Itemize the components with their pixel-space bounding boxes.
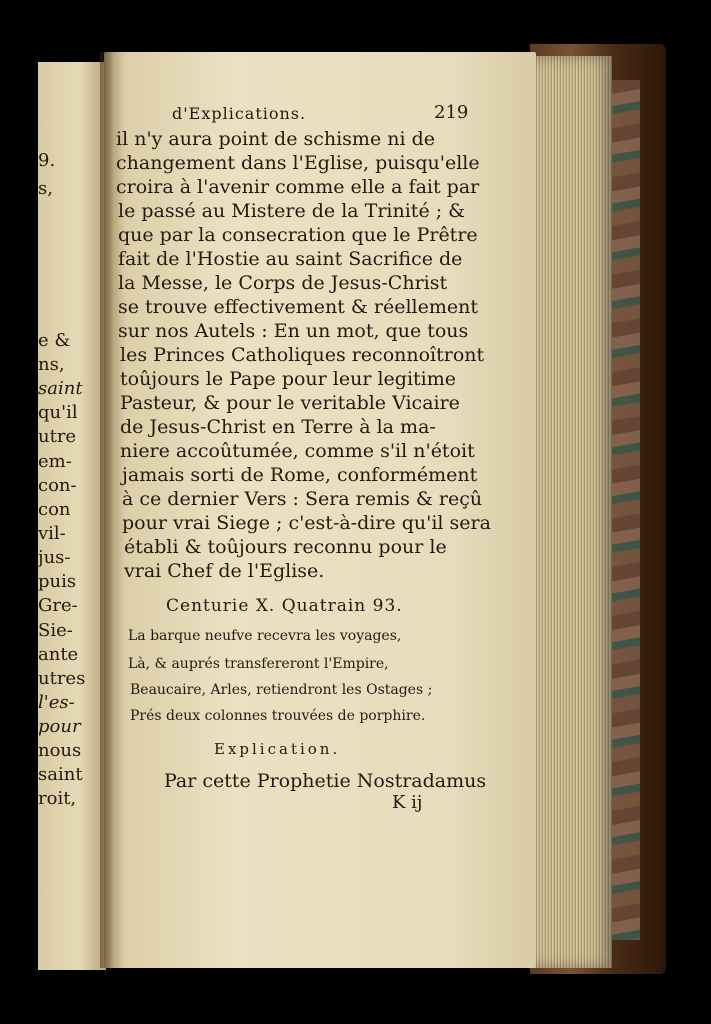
quatrain-line: La barque neufve recevra les voyages, <box>128 628 402 644</box>
left-fragment: e & <box>38 330 71 351</box>
left-fragment: puis <box>38 571 77 592</box>
left-fragment: roit, <box>38 788 77 809</box>
left-fragment: vil- <box>38 523 66 544</box>
body-line: sur nos Autels : En un mot, que tous <box>118 320 469 342</box>
quatrain-line: Prés deux colonnes trouvées de porphire. <box>130 708 426 724</box>
body-line: que par la consecration que le Prêtre <box>118 224 478 246</box>
quatrain-line: Là, & auprés transfereront l'Empire, <box>128 656 389 672</box>
left-fragment: qu'il <box>38 402 78 423</box>
body-line: pour vrai Siege ; c'est-à-dire qu'il sera <box>122 512 491 534</box>
left-fragment: saint <box>38 764 83 785</box>
gutter-shadow <box>100 52 114 968</box>
signature-mark: K ij <box>392 792 423 813</box>
body-line: les Princes Catholiques reconnoîtront <box>120 344 485 366</box>
body-line: croira à l'avenir comme elle a fait par <box>116 176 480 198</box>
left-fragment: utres <box>38 668 86 689</box>
left-fragment: l'es- <box>38 692 75 713</box>
explication-heading: Explication. <box>214 740 341 758</box>
body-line: toûjours le Pape pour leur legitime <box>120 368 456 390</box>
left-fragment: nous <box>38 740 82 761</box>
running-title: d'Explications. <box>172 104 307 123</box>
left-fragment: Sie- <box>38 620 73 641</box>
body-line: jamais sorti de Rome, conformément <box>122 464 478 486</box>
body-line: vrai Chef de l'Eglise. <box>124 560 325 582</box>
body-line: le passé au Mistere de la Trinité ; & <box>118 200 466 222</box>
left-fragment: pour <box>38 716 81 737</box>
body-line: Par cette Prophetie Nostradamus <box>164 770 487 792</box>
page-edges <box>532 56 612 968</box>
left-fragment: con- <box>38 475 77 496</box>
body-line: à ce dernier Vers : Sera remis & reçû <box>122 488 483 510</box>
marbled-endpaper <box>610 80 640 940</box>
centurie-heading: Centurie X. Quatrain 93. <box>166 596 403 616</box>
body-line: fait de l'Hostie au saint Sacrifice de <box>118 248 463 270</box>
body-line: niere accoûtumée, comme s'il n'étoit <box>120 440 475 462</box>
left-fragment: Gre- <box>38 595 78 616</box>
left-fragment: ns, <box>38 354 65 375</box>
body-line: établi & toûjours reconnu pour le <box>124 536 447 558</box>
left-fragment: 9. <box>38 150 56 171</box>
body-line: changement dans l'Eglise, puisqu'elle <box>116 152 480 174</box>
left-fragment: s, <box>38 178 53 199</box>
left-fragment: utre <box>38 426 77 447</box>
body-line: de Jesus-Christ en Terre à la ma- <box>120 416 436 438</box>
left-fragment: em- <box>38 451 72 472</box>
left-fragment: saint <box>38 378 83 399</box>
body-line: se trouve effectivement & réellement <box>118 296 478 318</box>
body-line: Pasteur, & pour le veritable Vicaire <box>120 392 460 414</box>
left-fragment: ante <box>38 644 79 665</box>
body-line: il n'y aura point de schisme ni de <box>116 128 435 150</box>
left-fragment: con <box>38 499 71 520</box>
quatrain-line: Beaucaire, Arles, retiendront les Ostages ; <box>130 682 433 698</box>
left-fragment: jus- <box>38 547 71 568</box>
page-number: 219 <box>434 102 469 123</box>
body-line: la Messe, le Corps de Jesus-Christ <box>118 272 448 294</box>
